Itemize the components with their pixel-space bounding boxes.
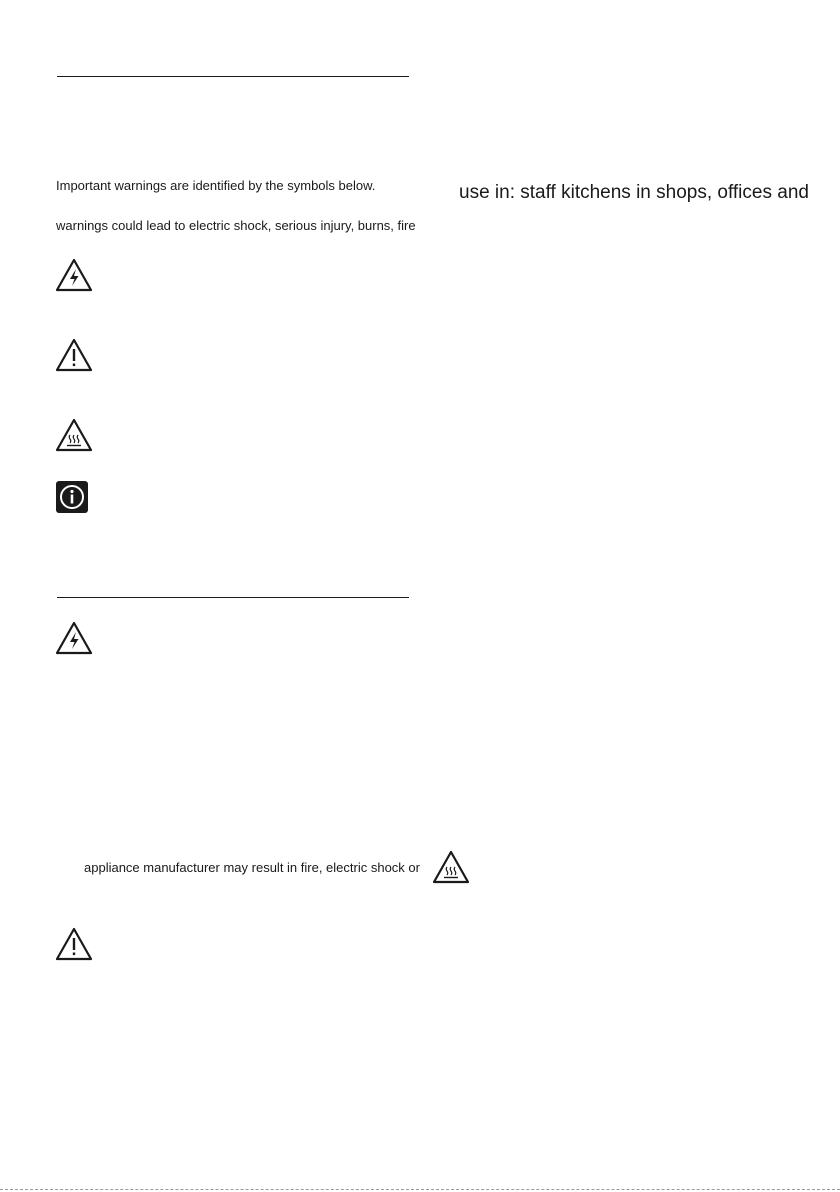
hot-surface-warning-icon <box>55 418 93 452</box>
section-divider-middle <box>57 597 409 598</box>
information-icon <box>55 480 89 514</box>
warnings-text: warnings could lead to electric shock, serious injury, burns, fire <box>56 218 416 233</box>
page-bottom-edge <box>0 1189 840 1190</box>
use-locations-text: use in: staff kitchens in shops, offices and <box>459 182 809 203</box>
intro-text: Important warnings are identified by the symbols below. <box>56 178 376 193</box>
lightning-warning-icon <box>55 258 93 292</box>
lightning-warning-icon <box>55 621 93 655</box>
exclamation-warning-icon <box>55 927 93 961</box>
section-divider-top <box>57 76 409 77</box>
exclamation-warning-icon <box>55 338 93 372</box>
hot-surface-warning-icon <box>432 850 470 884</box>
manufacturer-warning-text: appliance manufacturer may result in fire, electric shock or <box>84 860 420 875</box>
